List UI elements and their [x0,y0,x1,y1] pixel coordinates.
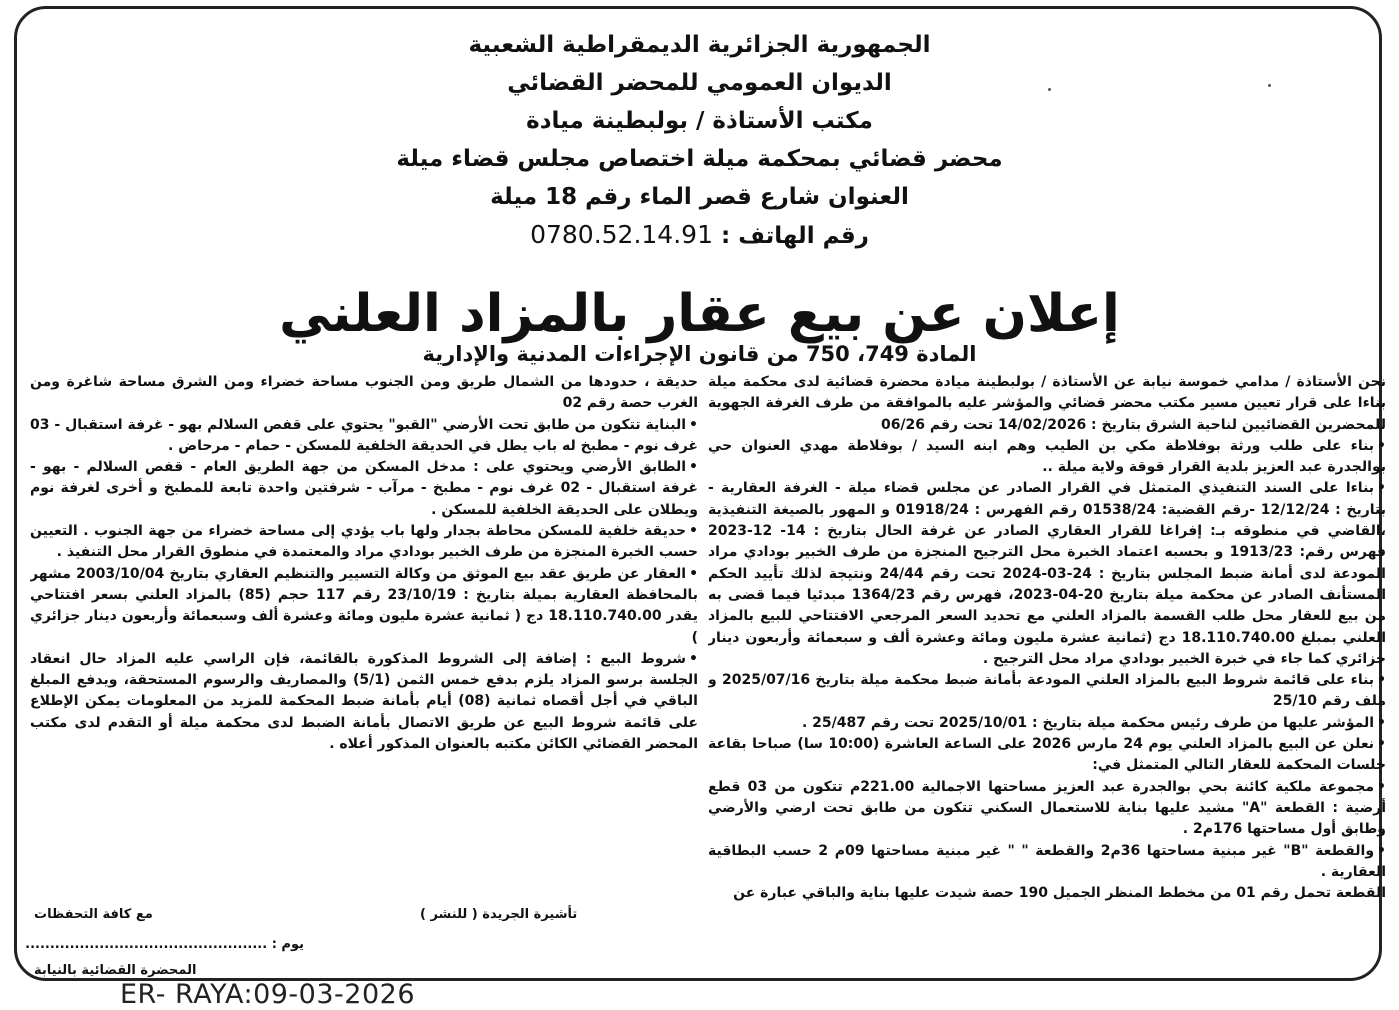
paragraph: • شروط البيع : إضافة إلى الشروط المذكورة بالقائمة، فإن الراسي عليه المزاد حال انعقاد الجلسة برسو المزاد يلزم بدفع خمس الثمن (5/1) والمصاريف والرسوم المستحقة، ويدفع المبلغ الباقي في أجل أقصاه ثمانية (08) أيام بأمانة ضبط المحكمة للمزيد من المعلومات يمكن الإطلاع على قائمة شروط البيع عن طريق الاتصال بأمانة الضبط لدى محكمة ميلة أو التقدم لدى مكتب المحضر القضائي الكائن مكتبه بالعنوان المذكور أعلاه . [30,649,698,755]
phone-line [0,216,1399,255]
notice-title: إعلان عن بيع عقار بالمزاد العلني [279,284,1120,344]
day-dots: ................................................. [25,937,268,952]
office-name: الديوان العمومي للمحضر القضائي [507,70,892,96]
paragraph: حديقة ، حدودها من الشمال طريق ومن الجنوب مساحة خضراء ومن الشرق مساحة شاغرة ومن الغرب حصة رقم 02 [30,374,698,412]
day-label [25,936,304,954]
paragraph: • المؤشر عليها من طرف رئيس محكمة ميلة بتاريخ : 2025/10/01 تحت رقم 25/487 . [708,713,1386,734]
publication-footer: ER- RAYA:09-03-2026 [120,979,415,1010]
speck-icon [1048,88,1051,91]
paragraph: • بناء على قائمة شروط البيع بالمزاد العلني المودعة بأمانة ضبط محكمة ميلة بتاريخ 2025/07/16 و ملف رقم 25/10 [708,670,1386,713]
paragraph: • الطابق الأرضي ويحتوي على : مدخل المسكن من جهة الطريق العام - قفص السلالم - بهو - غرفة استقبال - 02 غرف نوم - مطبخ - مرآب - شرفتين واحدة تابعة للمطبخ و أخرى لغرفة نوم ويطلان على الحديقة الخلفية للمسكن . [30,457,698,521]
paragraph: • العقار عن طريق عقد بيع الموثق من وكالة التسيير والتنظيم العقاري بتاريخ 2003/10/04 مشهر بالمحافظة العقارية بميلة بتاريخ : 23/10/19 رقم 117 حجم (85) بالمزاد العلني بسعر افتتاحي يقدر 18.110.740.00 دج ( ثمانية عشرة مليون ومائة وعشرة ألف وسبعمائة وأربعون دينار جزائري ) [30,564,698,649]
paragraph: نحن الأستاذة / مدامي خموسة نيابة عن الأستاذة / بولبطينة ميادة محضرة قضائية لدى محكمة ميلة بناءا على قرار تعيين مسير مكتب محضر قضائي والمؤشر عليه بالموافقة من طرف الغرفة الجهوية للمحضرين القضائيين لناحية الشرق بتاريخ : 14/02/2026 تحت رقم 06/26 [708,374,1386,433]
paragraph: • بناءا على السند التنفيذي المتمثل في القرار الصادر عن مجلس قضاء ميلة - الغرفة العقارية - بتاريخ : 12/12/24 -رقم القضية: 01538/24 رقم الفهرس : 01918/24 و المهور بالصيغة التنفيذية ،القاضي في منطوقه بـ: إفراغا للقرار العقاري الصادر عن غرفة الحال بتاريخ : 14- 12-2023 فهرس رقم: 1913/23 و بحسبه اعتماد الخبرة محل الترجيح المنجزة من طرف الخبير بودادي مراد المودعة لدى أمانة ضبط المجلس بتاريخ : 24-03-2024 تحت رقم 24/44 ونتيجة لذلك تأييد الحكم المستأنف الصادر عن محكمة ميلة بتاريخ 20-04-2023، فهرس رقم 1364/23 مبدئيا فيما قضى به من بيع للعقار محل طلب القسمة بالمزاد العلني مع تحديد السعر المرجعي الافتتاحي للبيع بالمزاد العلني بمبلغ 18.110.740.00 دج (ثمانية عشرة مليون ومائة وعشرة ألف و سبعمائة وأربعون دينار جزائري كما جاء في خبرة الخبير بودادي مراد محل الترجيح . [708,478,1386,670]
phone-label: رقم الهاتف : [721,223,869,249]
court-jurisdiction: محضر قضائي بمحكمة ميلة اختصاص مجلس قضاء ميلة [396,146,1003,172]
notice-subtitle: المادة 749، 750 من قانون الإجراءات المدنية والإدارية [422,342,977,366]
paragraph: • البناية تتكون من طابق تحت الأرضي "القبو" يحتوي على قفص السلالم بهو - غرفة استقبال - 03 غرف نوم - مطبخ له باب يطل في الحديقة الخلفية للمسكن - حمام - مرحاض . [30,415,698,458]
paragraph: • بناء على طلب ورثة بوفلاطة مكي بن الطيب وهم ابنه السيد / بوفلاطة مهدي العنوان حي بوالجدرة عبد العزيز بلدية القرار قوقة ولاية ميلة .. [708,436,1386,479]
paragraph: القطعة تحمل رقم 01 من مخطط المنظر الجميل 190 حصة شيدت عليها بناية والباقي عبارة عن [733,885,1386,902]
day-label-text: يوم : [271,937,304,952]
bailiff-office: مكتب الأستاذة / بولبطينة ميادة [526,108,873,134]
phone-number: 0780.52.14.91 [530,220,713,249]
speck-icon [1268,84,1271,87]
office-signature: المحضرة القضائية بالنيابة [34,963,197,978]
right-text-column [708,372,1386,982]
republic-name: الجمهورية الجزائرية الديمقراطية الشعبية [468,32,931,58]
paragraph: • نعلن عن البيع بالمزاد العلني يوم 24 مارس 2026 على الساعة العاشرة (10:00 سا) صباحا بقاعة جلسات المحكمة للعقار التالي المتمثل في: [708,734,1386,777]
reservations-label: مع كافة التحفظات [34,907,153,922]
office-address: العنوان شارع قصر الماء رقم 18 ميلة [490,184,909,210]
paragraph: • والقطعة "B" غير مبنية مساحتها 36م2 والقطعة " " غير مبنية مساحتها 09م 2 حسب البطاقية العقارية . [708,841,1386,884]
paragraph: • حديقة خلفية للمسكن محاطة بجدار ولها باب يؤدي إلى مساحة خضراء من جهة الجنوب . التعيين حسب الخبرة المنجزة من طرف الخبير بودادي مراد والمعتمدة في منطوق القرار محل التنفيذ . [30,521,698,564]
paragraph: • مجموعة ملكية كائنة بحي بوالجدرة عبد العزيز مساحتها الاجمالية 221.00م تتكون من 03 قطع أرضية : القطعة "A" مشيد عليها بناية للاستعمال السكني تتكون من طابق تحت ارضي والأرضي وطابق أول مساحتها 176م2 . [708,777,1386,841]
left-text-column [30,372,698,842]
notice-header [0,26,1399,255]
newspaper-stamp-label: تأشيرة الجريدة ( للنشر ) [420,907,578,922]
